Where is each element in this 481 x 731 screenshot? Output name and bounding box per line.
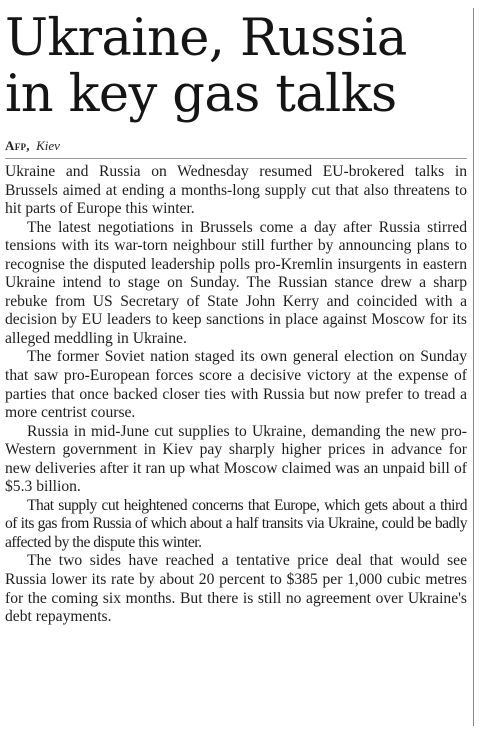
news-article xyxy=(5,0,467,627)
byline-place: Kiev xyxy=(36,138,60,153)
byline-divider xyxy=(5,158,467,159)
headline xyxy=(5,11,467,123)
byline xyxy=(5,138,467,154)
article-body xyxy=(5,163,467,627)
article-paragraph-3: The former Soviet nation staged its own general election on Sunday that saw pro-European forces score a decisive victory at the expense of parties that once backed closer ties with Russia but now prefer to tread a more centrist course. xyxy=(5,348,467,422)
article-paragraph-1: Ukraine and Russia on Wednesday resumed EU-brokered talks in Brussels aimed at ending a months-long supply cut that also threatens to hit parts of Europe this winter. xyxy=(5,163,467,218)
article-paragraph-5: That supply cut heightened concerns that Europe, which gets about a third of its gas from Russia of which about a half transits via Ukraine, could be badly affected by the dispute this winter. xyxy=(5,496,467,551)
byline-agency: Afp, xyxy=(5,138,30,153)
article-paragraph-4: Russia in mid-June cut supplies to Ukraine, demanding the new pro-Western government in Kiev pay sharply higher prices in advance for new deliveries after it ran up what Moscow claimed was an unpaid bill of $5.3 billion. xyxy=(5,422,467,496)
headline-line-2: in key gas talks xyxy=(5,65,397,124)
article-paragraph-2: The latest negotiations in Brussels come a day after Russia stirred tensions with its war-torn neighbour still further by announcing plans to recognise the disputed leadership polls pro-Kremlin insurgents in eastern Ukraine intend to stage on Sunday. The Russian stance drew a sharp rebuke from US Secretary of State John Kerry and coincided with a decision by EU leaders to keep sanctions in place against Moscow for its alleged meddling in Ukraine. xyxy=(5,218,467,347)
headline-line-1: Ukraine, Russia xyxy=(5,9,407,68)
column-divider xyxy=(473,8,474,726)
article-paragraph-6: The two sides have reached a tentative price deal that would see Russia lower its rate by about 20 percent to $385 per 1,000 cubic metres for the coming six months. But there is still no agreement over Ukraine's debt repayments. xyxy=(5,552,467,626)
